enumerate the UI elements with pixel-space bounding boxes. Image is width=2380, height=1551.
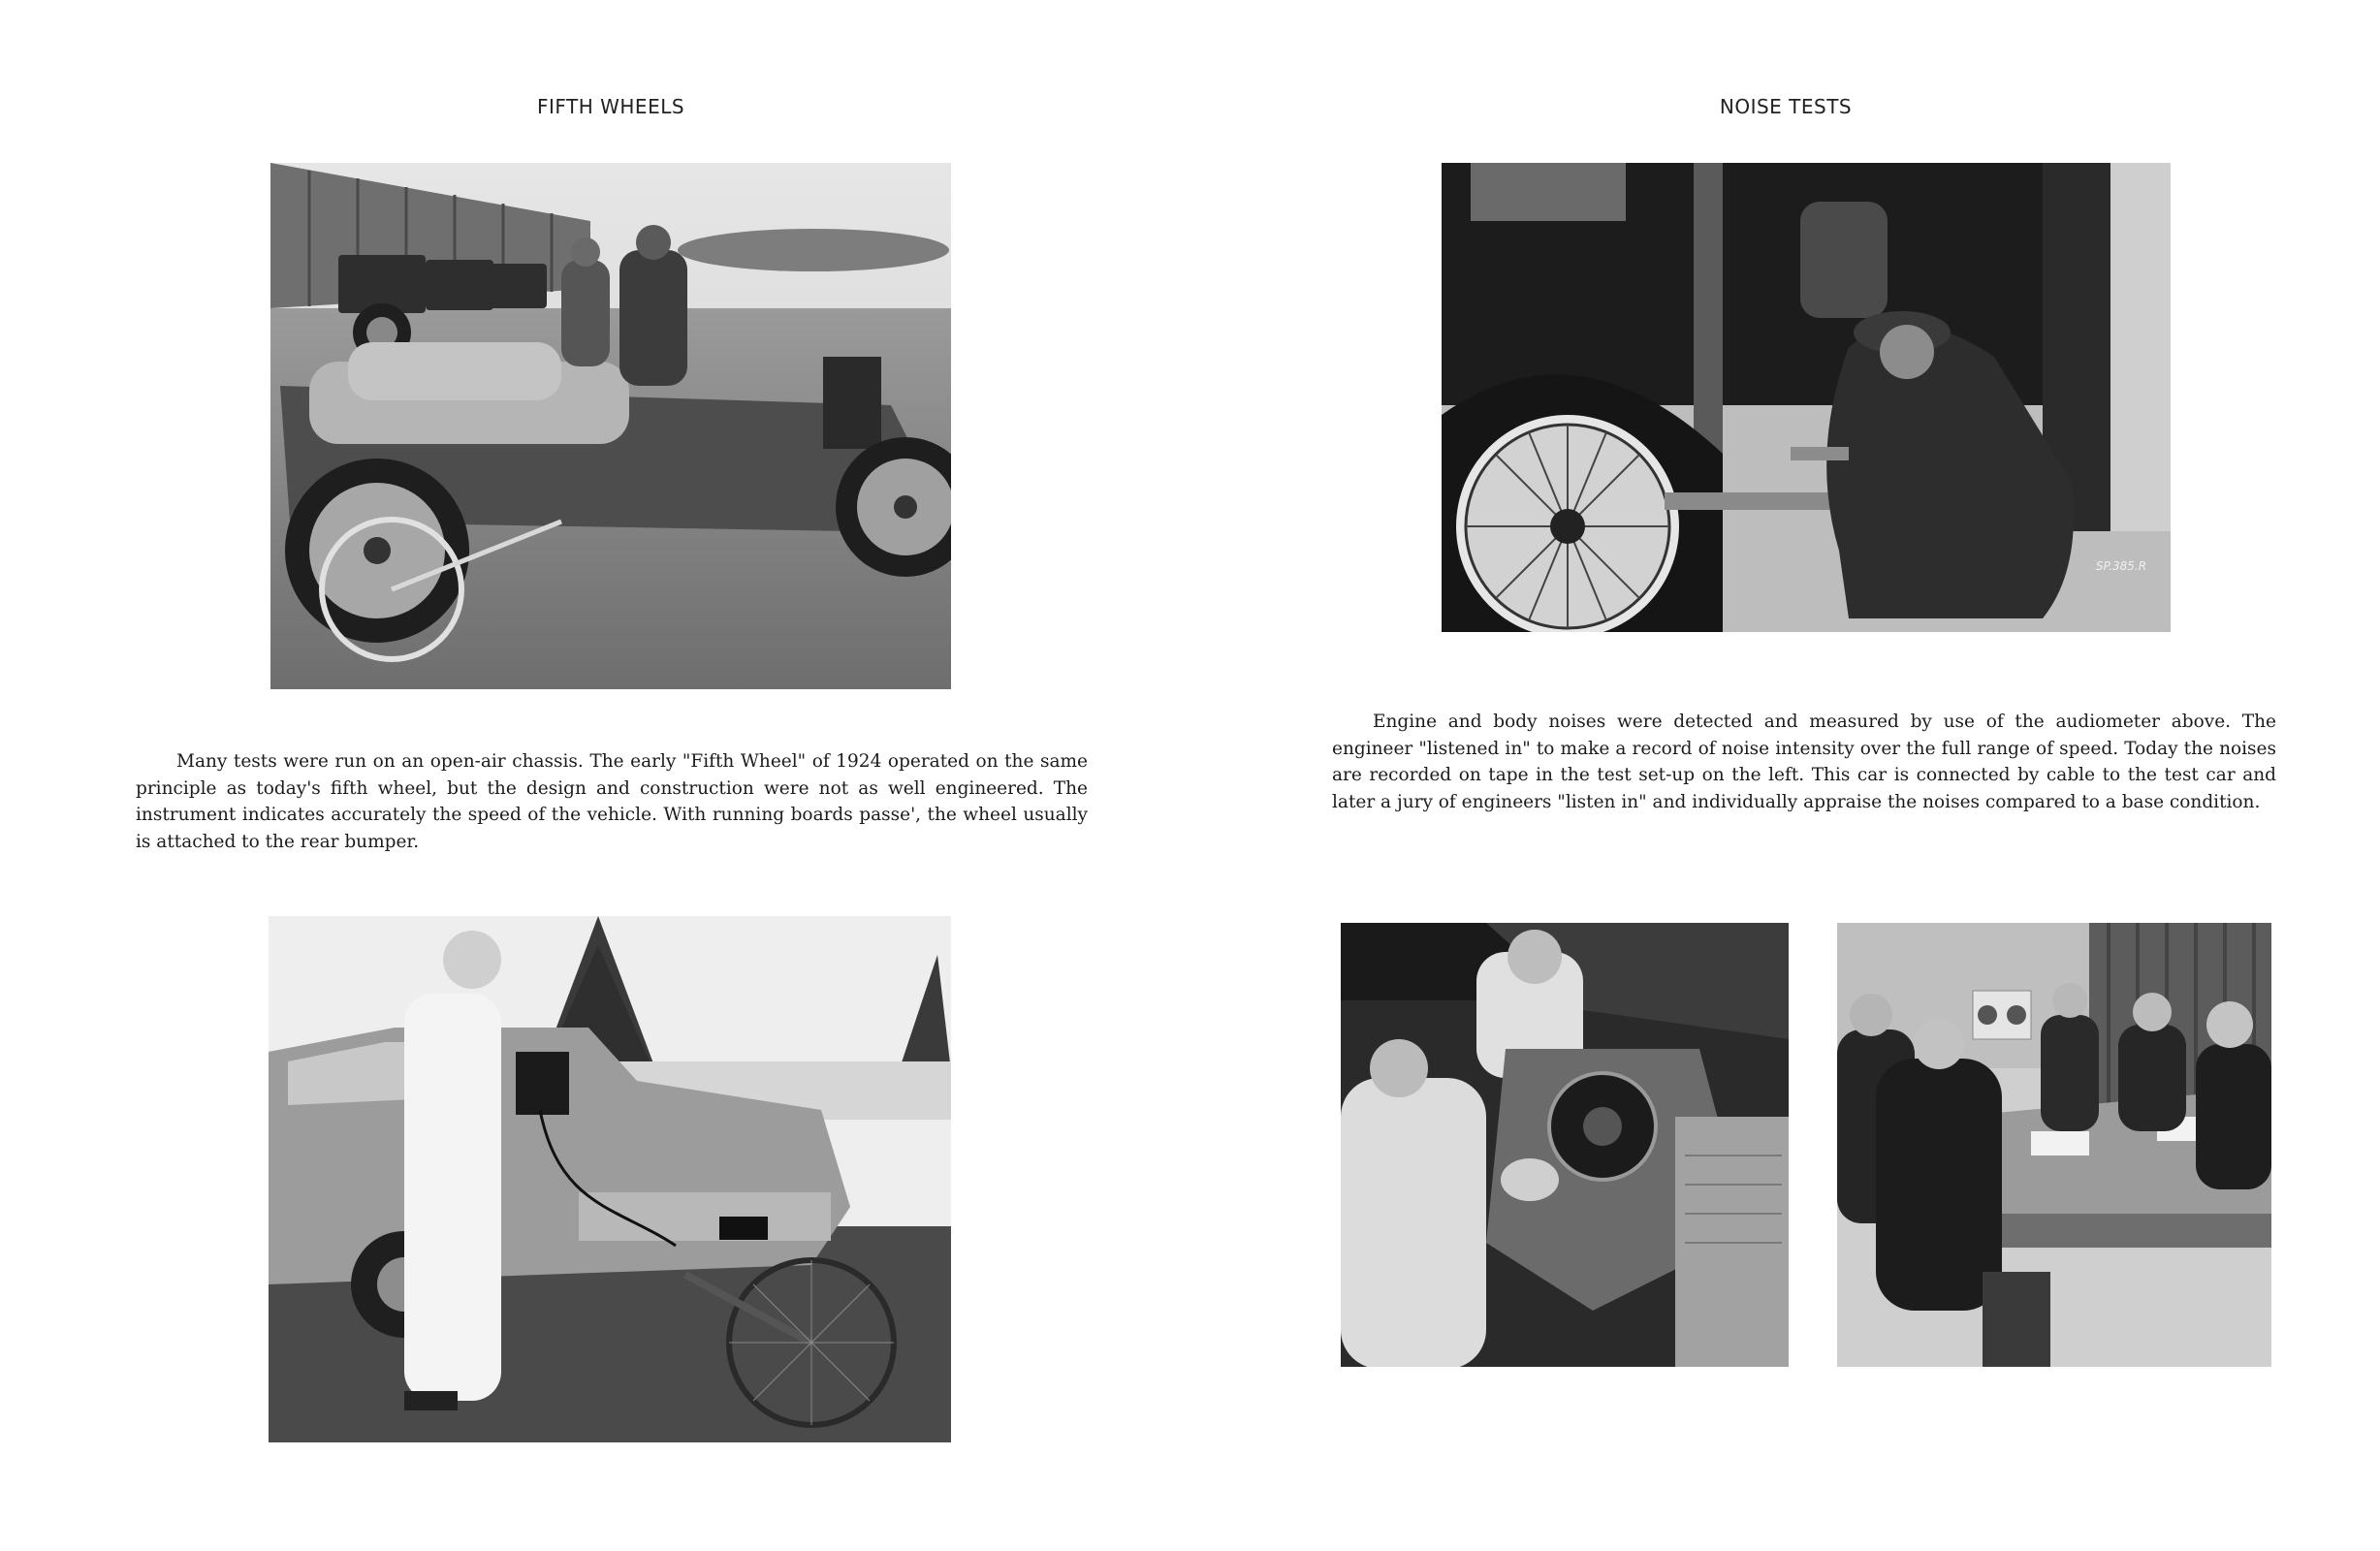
- photo-open-air-chassis: [270, 163, 951, 689]
- caption-fifth-wheel: [136, 748, 1088, 855]
- right-page: [1190, 0, 2380, 1551]
- photo-test-car-interior: [1341, 923, 1789, 1367]
- caption-text: Engine and body noises were detected and measured by use of the audiometer above. The engineer "listened in" to make a record of noise intensity over the full range of speed. Today the noises are recorded on tape in the test set-up on the left. This car is connected by cable to the test car and later a jury of engineers "listen in" and individually appraise the noises compared to a base condition.: [1332, 712, 2276, 812]
- caption-text: Many tests were run on an open-air chassis. The early "Fifth Wheel" of 1924 operated on the same principle as today's fifth wheel, but the design and construction were not as well engineered. The instrument indicates accurately the speed of the vehicle. With running boards passe', the wheel usually is attached to the rear bumper.: [136, 751, 1088, 852]
- caption-noise-tests: [1332, 709, 2276, 815]
- photo-modern-fifth-wheel: [269, 916, 951, 1442]
- page-heading: FIFTH WHEELS: [536, 95, 685, 118]
- photo-audiometer-test: [1442, 163, 2171, 632]
- page-heading: NOISE TESTS: [1719, 95, 1853, 118]
- photo-engineer-jury: [1837, 923, 2271, 1367]
- svg-text:SP.385.R: SP.385.R: [2096, 559, 2147, 573]
